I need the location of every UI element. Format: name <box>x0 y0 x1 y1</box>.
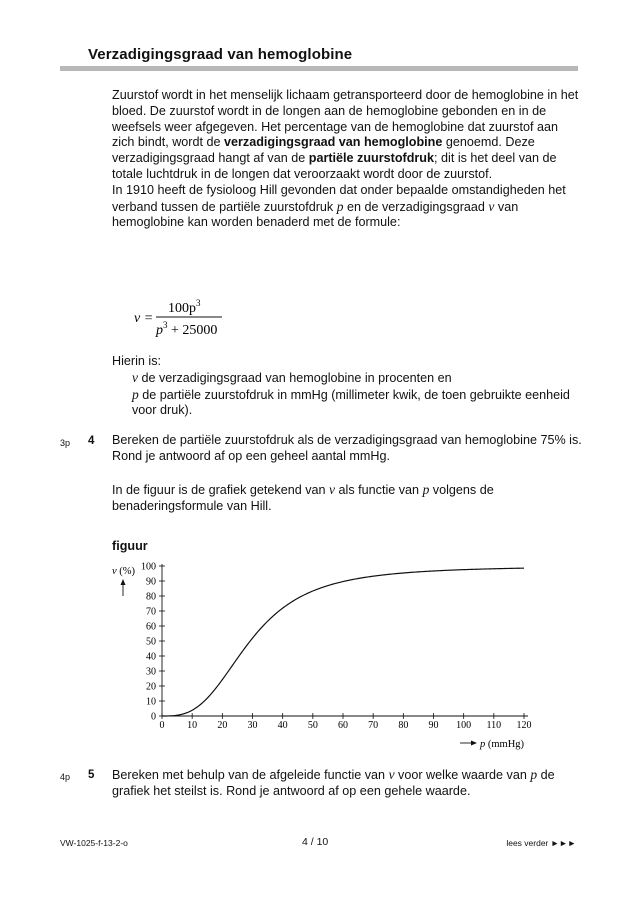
x-axis-unit: (mmHg) <box>485 739 525 750</box>
y-tick-label: 30 <box>146 666 156 678</box>
hill-curve <box>162 568 524 716</box>
formula-denominator <box>155 320 217 338</box>
formula-den-rest: + 25000 <box>167 323 218 338</box>
x-axis-arrowhead <box>471 741 477 746</box>
formula-num-base: 100p <box>168 301 196 316</box>
figure-intro-text: volgens de benaderingsformule van Hill. <box>112 483 494 513</box>
intro-text: In 1910 heeft de fysioloog Hill gevonden dat onder bepaalde omstandigheden het verband tussen de partiële zuurstofdruk <box>112 182 566 214</box>
intro-text: van hemoglobine kan worden benaderd met de formule: <box>112 199 519 230</box>
y-tick-label: 0 <box>151 711 156 723</box>
x-tick-label: 40 <box>277 720 288 731</box>
hill-formula <box>134 298 244 347</box>
variable-p: p <box>422 482 430 497</box>
x-tick-label: 80 <box>398 720 409 731</box>
formula-numerator <box>168 298 201 316</box>
x-tick-label: 0 <box>159 720 165 731</box>
y-axis-label-group <box>112 566 136 577</box>
formula-svg <box>134 298 244 342</box>
formula-den-base: p <box>156 323 163 338</box>
term-verzadigingsgraad: verzadigingsgraad van hemoglobine <box>224 135 443 150</box>
hill-chart <box>104 556 544 756</box>
question-5-text-part: de grafiek het steilst is. Rond je antwoord af op een gehele waarde. <box>112 768 555 798</box>
figure-label: figuur <box>112 539 148 553</box>
y-tick-label: 70 <box>146 606 156 618</box>
x-tick-label: 60 <box>338 720 348 731</box>
x-tick-label: 100 <box>456 720 472 731</box>
exam-code: VW-1025-f-13-2-o <box>60 838 128 848</box>
formula-lhs: v = <box>134 311 154 326</box>
title-divider <box>60 66 578 71</box>
intro-text: genoemd. Deze verzadigingsgraad hangt af van de <box>112 135 535 166</box>
chart-axes <box>162 564 528 716</box>
x-tick-label: 10 <box>187 720 198 731</box>
intro-paragraph <box>112 88 582 231</box>
y-tick-label: 100 <box>141 561 156 573</box>
variable-v: v <box>488 198 495 214</box>
question-5-points: 4p <box>60 772 71 782</box>
y-axis-arrowhead <box>121 579 126 585</box>
question-5-text-part: Bereken met behulp van de afgeleide functie van <box>112 768 389 782</box>
x-tick-label: 30 <box>247 720 258 731</box>
next-page-link[interactable]: lees verder ►►► <box>506 838 576 848</box>
formula-num-exp: 3 <box>196 298 201 308</box>
figure-intro <box>112 482 582 515</box>
page-number: 4 / 10 <box>302 836 329 848</box>
question-5-text <box>112 767 582 800</box>
definition-v-symbol: v <box>132 369 138 385</box>
y-tick-label: 50 <box>146 636 156 648</box>
y-tick-label: 40 <box>146 651 156 663</box>
x-tick-label: 20 <box>217 720 228 731</box>
formula-den-exp: 3 <box>163 320 168 330</box>
y-tick-label: 20 <box>146 681 156 693</box>
y-tick-label: 10 <box>146 696 156 708</box>
variable-v: v <box>329 482 336 497</box>
definition-p-symbol: p <box>132 386 139 402</box>
intro-text: Zuurstof wordt in het menselijk lichaam getransporteerd door de hemoglobine in het bloed. De zuurstof wordt in de longen aan de hemoglobine gebonden en in de weefsels weer afgegeven. Het percentage van de hemoglobine dat zuurstof aan zich bindt, wordt de <box>112 88 579 150</box>
intro-text: en de verzadigingsgraad <box>343 199 489 214</box>
question-4-text: Bereken de partiële zuurstofdruk als de verzadigingsgraad van hemoglobine 75% is. Rond je antwoord af op een geheel aantal mmHg. <box>112 433 582 463</box>
y-tick-label: 80 <box>146 591 156 603</box>
question-4-points: 3p <box>60 438 71 448</box>
x-tick-label: 110 <box>486 720 502 731</box>
intro-text: ; dit is het deel van de totale luchtdruk in de longen dat veroorzaakt wordt door de zuurstof. <box>112 151 557 181</box>
question-5-number: 5 <box>88 769 95 781</box>
y-tick-label: 60 <box>146 621 156 633</box>
figure-intro-text: In de figuur is de grafiek getekend van <box>112 483 330 497</box>
term-partiele-zuurstofdruk: partiële zuurstofdruk <box>308 151 435 166</box>
y-tick-label: 90 <box>146 576 156 588</box>
definition-v-text: de verzadigingsgraad van hemoglobine in procenten en <box>138 370 452 385</box>
figure-intro-text: als functie van <box>335 483 423 497</box>
x-axis-label-group <box>479 739 525 750</box>
x-tick-label: 90 <box>428 720 439 731</box>
variable-v: v <box>388 767 395 782</box>
page-title: Verzadigingsgraad van hemoglobine <box>88 46 353 63</box>
x-tick-label: 70 <box>368 720 379 731</box>
question-5-text-part: voor welke waarde van <box>394 768 531 782</box>
x-axis-symbol: p <box>480 739 486 750</box>
definition-p-text: de partiële zuurstofdruk in mmHg (millimeter kwik, de toen gebruikte eenheid voor druk). <box>132 387 570 418</box>
variable-p: p <box>530 767 538 782</box>
y-axis-unit: (%) <box>116 566 136 577</box>
definitions-block <box>112 354 582 419</box>
x-tick-label: 120 <box>516 720 532 731</box>
variable-p: p <box>336 198 344 214</box>
definitions-intro: Hierin is: <box>112 354 161 368</box>
y-axis-symbol: v <box>112 566 117 577</box>
question-4-number: 4 <box>88 435 95 447</box>
x-tick-label: 50 <box>307 720 318 731</box>
